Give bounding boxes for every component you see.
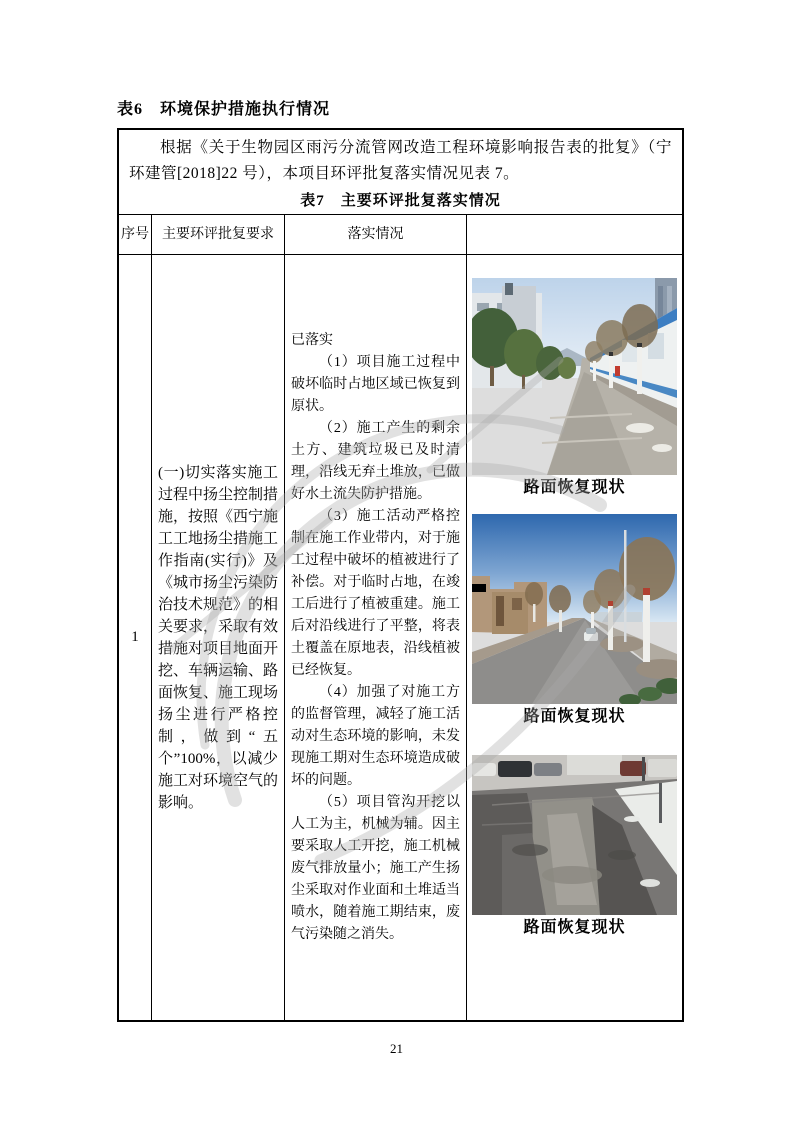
- table-header-row: [119, 215, 682, 255]
- implementation-item: （3）施工活动严格控制在施工作业带内，对于施工过程中破坏的植被进行了补偿。对于临时占地，在竣工后进行了植被重建。施工后对沿线进行了平整，将表土覆盖在原地表，沿线植被已经恢复。: [291, 508, 460, 678]
- header-requirement: 主要环评批复要求: [152, 215, 285, 254]
- header-photos: [467, 215, 682, 254]
- header-seq: 序号: [119, 215, 152, 254]
- photo-road-restoration-2: [472, 514, 677, 704]
- photo-caption: 路面恢复现状: [523, 919, 626, 936]
- table-row: [119, 255, 682, 1020]
- figure-road-1: [472, 278, 677, 501]
- requirement-text: (一)切实落实施工过程中扬尘控制措施，按照《西宁施工工地扬尘措施工作指南(实行)》及《城市扬尘污染防治技术规范》的相关要求，采取有效措施对项目地面开挖、车辆运输、路面恢复、施工现场扬尘进行严格控制，做到“五个”100%，以减少施工对环境空气的影响。: [158, 464, 279, 811]
- table-7: [117, 128, 684, 1022]
- implementation-item: （4）加强了对施工方的监督管理，减轻了施工活动对生态环境的影响，未发现施工期对生态环境造成破坏的问题。: [291, 684, 460, 788]
- photo-caption: 路面恢复现状: [523, 708, 626, 725]
- figure-road-2: [472, 514, 677, 730]
- photo-road-restoration-3: [472, 755, 677, 915]
- cell-seq: 1: [119, 255, 152, 1020]
- header-implementation: 落实情况: [285, 215, 467, 254]
- page-number: 21: [390, 1041, 403, 1056]
- photo-caption: 路面恢复现状: [523, 479, 626, 496]
- cell-photos: [467, 255, 682, 1020]
- cell-requirement: [152, 255, 285, 1020]
- photo-road-restoration-1: [472, 278, 677, 475]
- implementation-item: （5）项目管沟开挖以人工为主，机械为辅。因主要采取人工开挖，施工机械废气排放量小；施工产生扬尘采取对作业面和土堆适当喷水，随着施工期结束，废气污染随之消失。: [291, 794, 460, 942]
- intro-cell: [119, 130, 682, 215]
- cell-implementation: [285, 255, 467, 1020]
- table7-title: 表7 主要环评批复落实情况: [300, 193, 501, 209]
- table6-heading: 表6 环境保护措施执行情况: [117, 101, 331, 118]
- implementation-item: （1）项目施工过程中破坏临时占地区域已恢复到原状。: [291, 354, 460, 414]
- intro-paragraph: 根据《关于生物园区雨污分流管网改造工程环境影响报告表的批复》（宁环建管[2018]22 号），本项目环评批复落实情况见表 7。: [129, 139, 672, 182]
- implementation-item: （2）施工产生的剩余土方、建筑垃圾已及时清理，沿线无弃土堆放，已做好水土流失防护措施。: [291, 420, 460, 502]
- figure-road-3: [472, 755, 677, 941]
- implementation-status: 已落实: [291, 332, 333, 348]
